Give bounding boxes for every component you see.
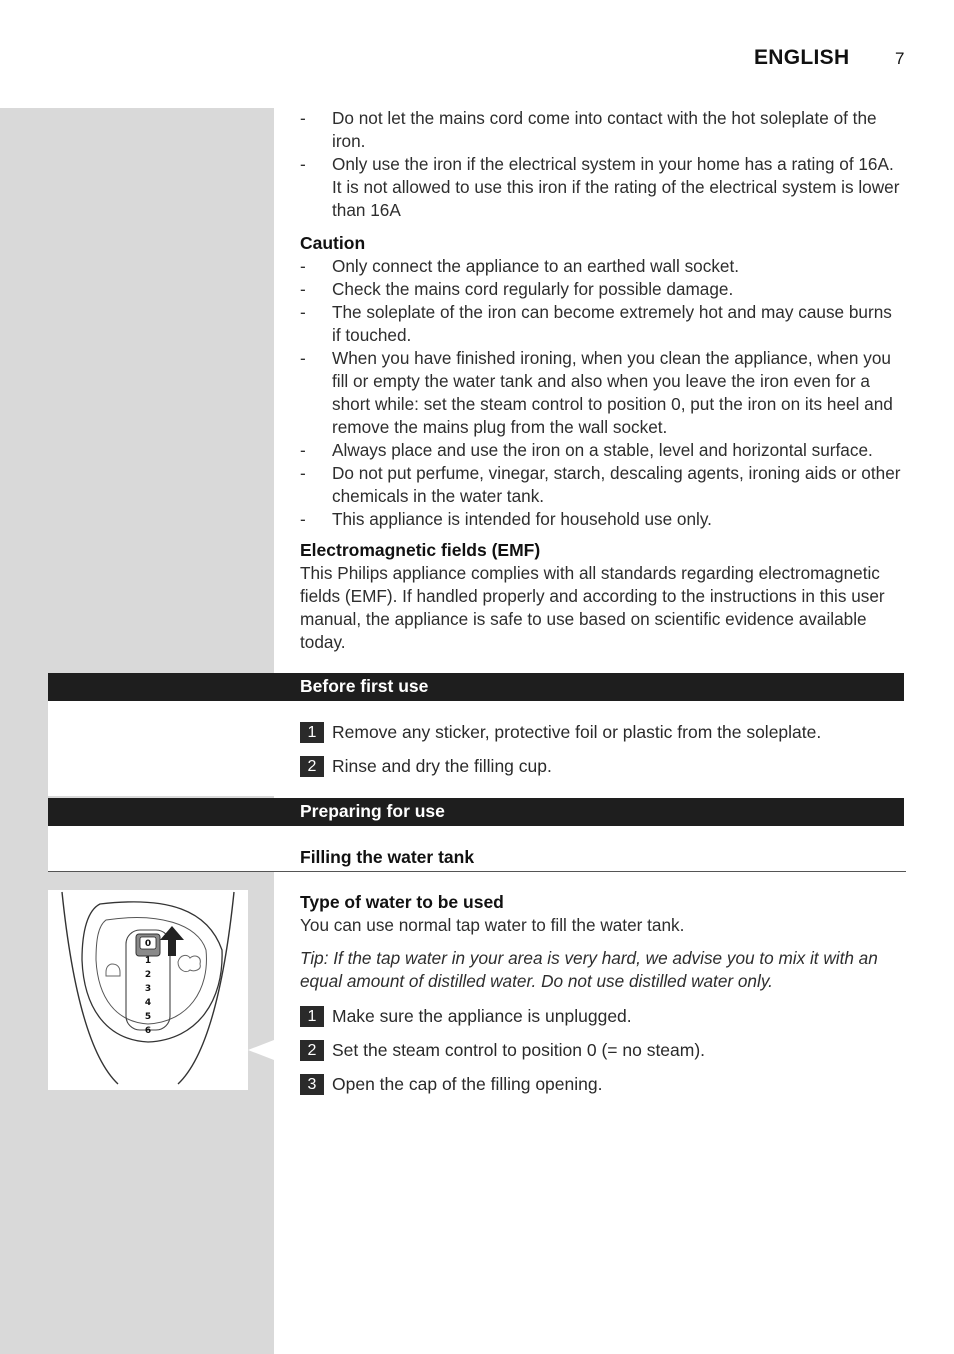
step-text: Rinse and dry the filling cup. (332, 756, 552, 776)
dial-position-label: 0 (144, 939, 152, 949)
step-item (300, 721, 821, 744)
section-spacer (48, 826, 274, 872)
step-item (300, 1039, 705, 1062)
list-item: - Check the mains cord regularly for possible damage. (300, 279, 734, 299)
dial-position-label: 6 (144, 1026, 152, 1036)
step-item (300, 1005, 632, 1028)
step-number: 3 (300, 1074, 324, 1095)
caution-heading: Caution (300, 233, 366, 253)
list-item: - Do not put perfume, vinegar, starch, descaling agents, ironing aids or other chemicals in the water tank. (300, 463, 901, 506)
water-type-heading: Type of water to be used (300, 892, 504, 912)
dial-position-label: 4 (144, 998, 152, 1008)
water-type-text: You can use normal tap water to fill the water tank. (300, 915, 685, 935)
steam-control-illustration (48, 890, 248, 1090)
emf-text: This Philips appliance complies with all standards regarding electromagnetic fields (EMF). If handled properly and according to the instructions in this user manual, the appliance is safe to use based on scientific evidence available today. (300, 563, 885, 652)
emf-heading: Electromagnetic fields (EMF) (300, 540, 541, 560)
list-item: - When you have finished ironing, when you clean the appliance, when you fill or empty the water tank and also when you leave the iron even for a short while: set the steam control to position 0, put the iron on its heel and remove the mains plug from the wall socket. (300, 348, 893, 437)
dial-position-label: 3 (144, 984, 152, 994)
caution-section (300, 232, 905, 531)
section-title: Preparing for use (300, 801, 445, 821)
step-item (300, 1073, 602, 1096)
divider (48, 871, 906, 872)
step-number: 2 (300, 1040, 324, 1061)
step-number: 1 (300, 1006, 324, 1027)
step-item (300, 755, 552, 778)
step-number: 2 (300, 756, 324, 777)
section-spacer (48, 701, 274, 796)
list-item: - Only connect the appliance to an earthed wall socket. (300, 256, 740, 276)
list-item: - Do not let the mains cord come into contact with the hot soleplate of the iron. (300, 108, 877, 151)
emf-section (300, 539, 905, 654)
dial-position-label: 1 (144, 956, 152, 966)
water-type-section (300, 891, 905, 993)
dial-position-label: 5 (144, 1012, 152, 1022)
list-item: - Only use the iron if the electrical system in your home has a rating of 16A. It is not allowed to use this iron if the rating of the electrical system is lower than 16A (300, 154, 900, 220)
section-title: Before first use (300, 676, 429, 696)
step-text: Open the cap of the filling opening. (332, 1074, 603, 1094)
step-text: Make sure the appliance is unplugged. (332, 1006, 632, 1026)
warnings-continued (300, 107, 905, 222)
step-text: Set the steam control to position 0 (= no steam). (332, 1040, 706, 1060)
section-bar-before-first-use (48, 673, 904, 701)
step-number: 1 (300, 722, 324, 743)
dial-position-label: 2 (144, 970, 152, 980)
iron-steam-dial-icon (48, 890, 248, 1090)
filling-heading: Filling the water tank (300, 847, 475, 867)
step-text: Remove any sticker, protective foil or plastic from the soleplate. (332, 722, 822, 742)
page-number: 7 (895, 49, 905, 68)
language-heading: ENGLISH (754, 46, 850, 69)
list-item: - Always place and use the iron on a stable, level and horizontal surface. (300, 440, 873, 460)
tip-text: Tip: If the tap water in your area is very hard, we advise you to mix it with an equal amount of distilled water. Do not use distilled water only. (300, 948, 878, 991)
list-item: - The soleplate of the iron can become extremely hot and may cause burns if touched. (300, 302, 892, 345)
figure-pointer (248, 1040, 274, 1060)
list-item: - This appliance is intended for household use only. (300, 509, 712, 529)
section-bar-preparing-for-use (48, 798, 904, 826)
